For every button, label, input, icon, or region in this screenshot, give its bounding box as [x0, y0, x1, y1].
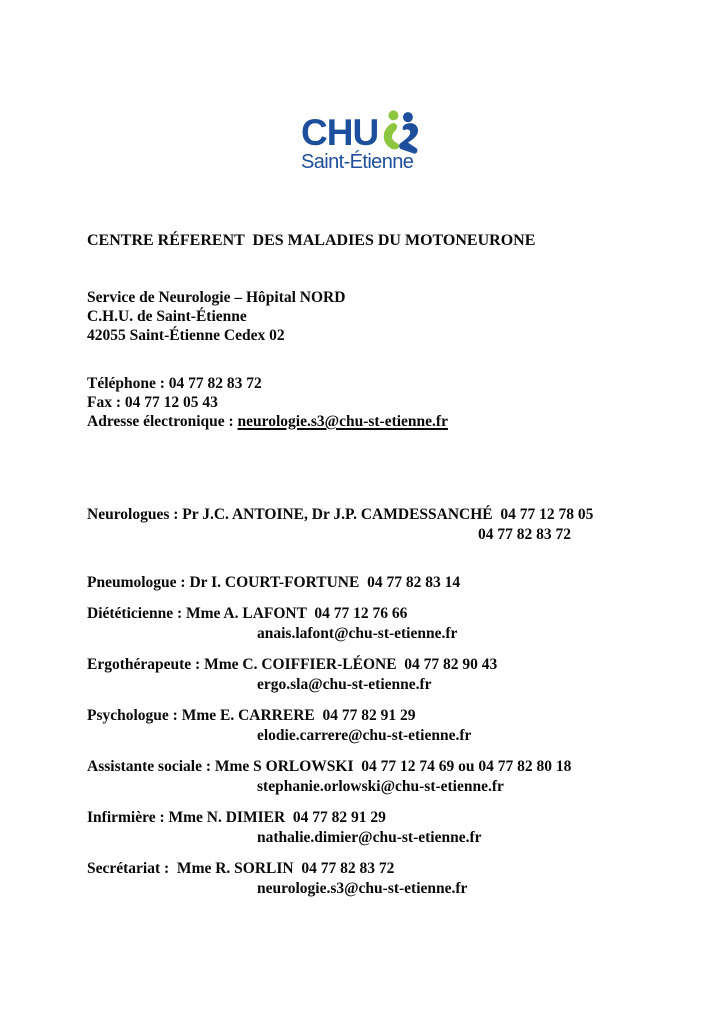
address-block [87, 288, 697, 345]
chu-logo [301, 112, 426, 173]
staff-entry [87, 655, 697, 695]
document-content [87, 231, 697, 910]
address-line-service: Service de Neurologie – Hôpital NORD [87, 289, 346, 306]
staff-email: neurologie.s3@chu-st-etienne.fr [257, 880, 468, 897]
fax-line: Fax : 04 77 12 05 43 [87, 394, 218, 411]
staff-line: Ergothérapeute : Mme C. COIFFIER-LÉONE 04 77 82 90 43 [87, 656, 498, 673]
staff-entry [87, 505, 697, 545]
staff-email: nathalie.dimier@chu-st-etienne.fr [257, 829, 482, 846]
email-link[interactable]: neurologie.s3@chu-st-etienne.fr [237, 413, 448, 430]
staff-email: elodie.carrere@chu-st-etienne.fr [257, 727, 472, 744]
staff-entry [87, 859, 697, 899]
address-line-postal: 42055 Saint-Étienne Cedex 02 [87, 327, 285, 344]
chu-logo-text: CHU [301, 112, 379, 153]
staff-entry [87, 706, 697, 746]
staff-line: Psychologue : Mme E. CARRERE 04 77 82 91 29 [87, 707, 416, 724]
email-label: Adresse électronique : [87, 413, 238, 430]
staff-line: Diététicienne : Mme A. LAFONT 04 77 12 76 66 [87, 605, 408, 622]
staff-list [87, 505, 697, 899]
staff-line: Pneumologue : Dr I. COURT-FORTUNE 04 77 82 83 14 [87, 574, 461, 591]
staff-email: ergo.sla@chu-st-etienne.fr [257, 676, 432, 693]
email-line [87, 412, 697, 431]
chu-logo-subtitle: Saint-Étienne [301, 151, 414, 173]
staff-line: Secrétariat : Mme R. SORLIN 04 77 82 83 72 [87, 860, 395, 877]
staff-entry [87, 808, 697, 848]
staff-line: Assistante sociale : Mme S ORLOWSKI 04 77 12 74 69 ou 04 77 82 80 18 [87, 758, 572, 775]
page-title: CENTRE RÉFERENT DES MALADIES DU MOTONEURONE [87, 232, 536, 249]
staff-email: anais.lafont@chu-st-etienne.fr [257, 625, 458, 642]
staff-entry [87, 757, 697, 797]
staff-phone-secondary: 04 77 82 83 72 [478, 526, 571, 543]
address-line-chu: C.H.U. de Saint-Étienne [87, 308, 247, 325]
telephone-line: Téléphone : 04 77 82 83 72 [87, 375, 262, 392]
staff-entry [87, 573, 697, 593]
staff-line: Neurologues : Pr J.C. ANTOINE, Dr J.P. CAMDESSANCHÉ 04 77 12 78 05 [87, 506, 594, 523]
staff-entry [87, 604, 697, 644]
contact-block [87, 374, 697, 431]
staff-email: stephanie.orlowski@chu-st-etienne.fr [257, 778, 504, 795]
staff-line: Infirmière : Mme N. DIMIER 04 77 82 91 29 [87, 809, 386, 826]
